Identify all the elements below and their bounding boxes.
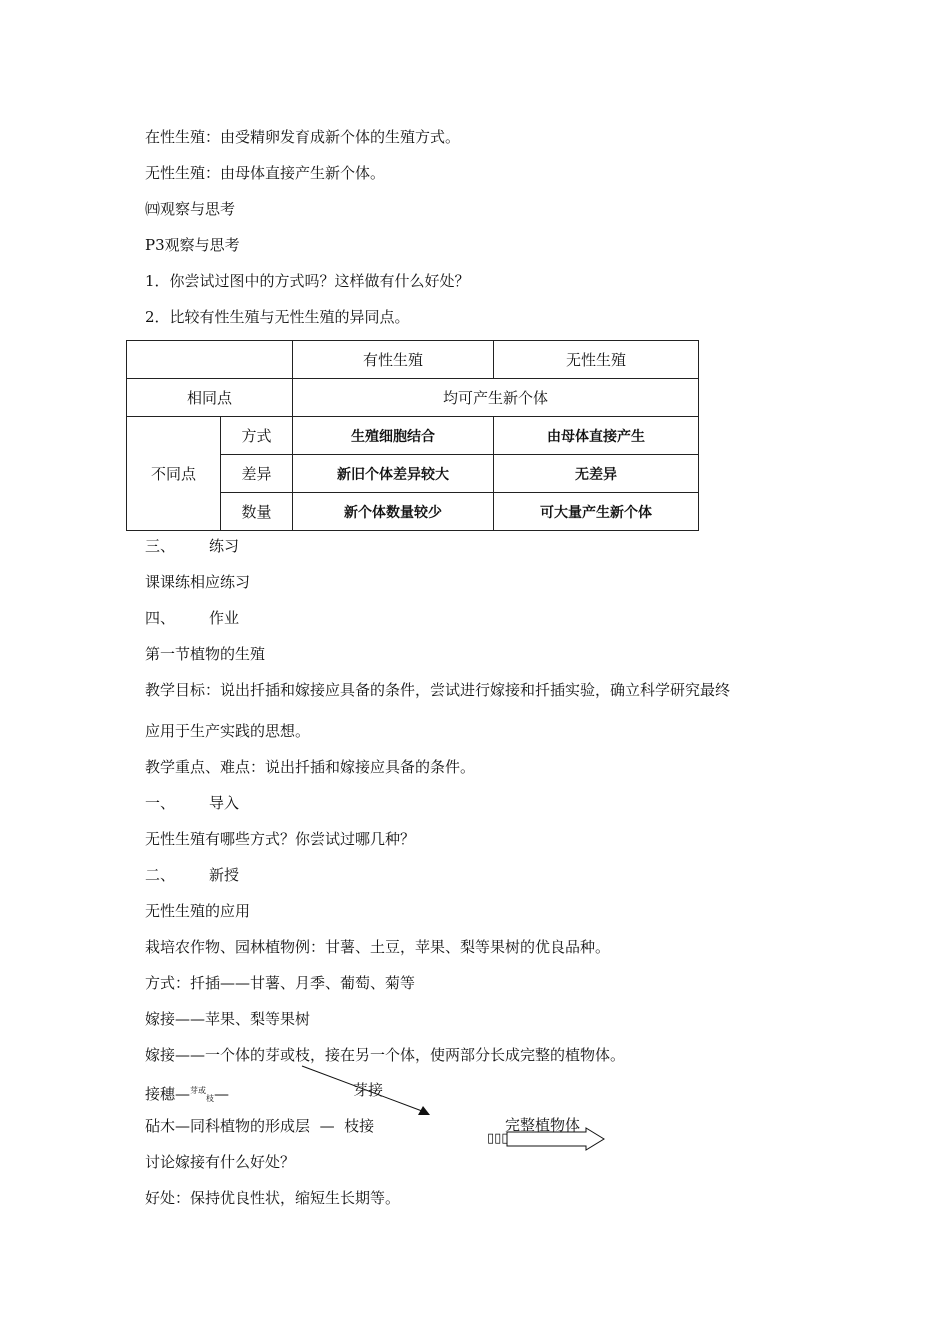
cell-asexual: 可大量产生新个体 xyxy=(494,493,699,531)
scion-label: 接穗— xyxy=(145,1085,191,1103)
header-asexual: 无性生殖 xyxy=(494,341,699,379)
section-number: 三、 xyxy=(145,537,176,555)
diff-label: 不同点 xyxy=(127,417,221,531)
method-cutting: 方式：扦插——甘薯、月季、葡萄、菊等 xyxy=(145,974,416,992)
discussion-question: 讨论嫁接有什么好处？ xyxy=(145,1153,296,1171)
same-value: 均可产生新个体 xyxy=(293,379,699,417)
application-body: 栽培农作物、园林植物例：甘薯、土豆，苹果、梨等果树的优良品种。 xyxy=(145,938,611,956)
header-sexual: 有性生殖 xyxy=(293,341,494,379)
scion-line xyxy=(145,1081,229,1109)
cell-sexual: 新个体数量较少 xyxy=(293,493,494,531)
rootstock-dash: — xyxy=(319,1117,335,1135)
complete-plant-label: 完整植物体 xyxy=(505,1116,581,1134)
rootstock-line xyxy=(145,1116,374,1136)
scion-note-top: 芽或 xyxy=(190,1086,207,1095)
section-number: 一、 xyxy=(145,794,176,812)
application-title: 无性生殖的应用 xyxy=(145,902,251,920)
placeholder-boxes: ▯▯▯ xyxy=(487,1131,509,1146)
line-sexual-reproduction: 在性生殖：由受精卵发育成新个体的生殖方式。 xyxy=(145,128,461,146)
line-p3-observe: P3观察与思考 xyxy=(145,236,240,254)
rootstock-label: 砧木—同科植物的形成层 xyxy=(145,1117,311,1135)
branch-graft-label: 枝接 xyxy=(344,1117,375,1135)
cell-asexual: 由母体直接产生 xyxy=(494,417,699,455)
section-title: 新授 xyxy=(209,866,240,884)
question-1: 1．你尝试过图中的方式吗？这样做有什么好处？ xyxy=(145,272,470,290)
cell-asexual: 无差异 xyxy=(494,455,699,493)
lesson-title: 第一节植物的生殖 xyxy=(145,645,266,663)
teaching-goal-line-2: 应用于生产实践的思想。 xyxy=(145,722,311,740)
scion-note-bottom: 枝 xyxy=(206,1094,215,1103)
scion-dash: — xyxy=(214,1085,230,1103)
cell-sexual: 生殖细胞结合 xyxy=(293,417,494,455)
grafting-benefit: 好处：保持优良性状，缩短生长期等。 xyxy=(145,1189,401,1207)
question-2: 2．比较有性生殖与无性生殖的异同点。 xyxy=(145,308,410,326)
grafting-definition: 嫁接——一个体的芽或枝，接在另一个体，使两部分长成完整的植物体。 xyxy=(145,1046,626,1064)
heading-observe-think: ㈣观察与思考 xyxy=(145,200,236,218)
line-asexual-reproduction: 无性生殖：由母体直接产生新个体。 xyxy=(145,164,386,182)
bud-graft-label: 芽接 xyxy=(353,1081,384,1099)
method-grafting: 嫁接——苹果、梨等果树 xyxy=(145,1010,311,1028)
section-one-body: 无性生殖有哪些方式？你尝试过哪几种？ xyxy=(145,830,416,848)
section-three-body: 课课练相应练习 xyxy=(145,573,251,591)
cell-sexual: 新旧个体差异较大 xyxy=(293,455,494,493)
row-label: 差异 xyxy=(221,455,293,493)
row-label: 方式 xyxy=(221,417,293,455)
teaching-key-points: 教学重点、难点：说出扦插和嫁接应具备的条件。 xyxy=(145,758,476,776)
section-title: 作业 xyxy=(209,609,240,627)
section-number: 二、 xyxy=(145,866,176,884)
teaching-goal-line-1: 教学目标：说出扦插和嫁接应具备的条件，尝试进行嫁接和扦插实验，确立科学研究最终 xyxy=(145,681,731,699)
section-title: 导入 xyxy=(209,794,240,812)
same-label: 相同点 xyxy=(127,379,293,417)
section-number: 四、 xyxy=(145,609,176,627)
section-title: 练习 xyxy=(209,537,240,555)
row-label: 数量 xyxy=(221,493,293,531)
